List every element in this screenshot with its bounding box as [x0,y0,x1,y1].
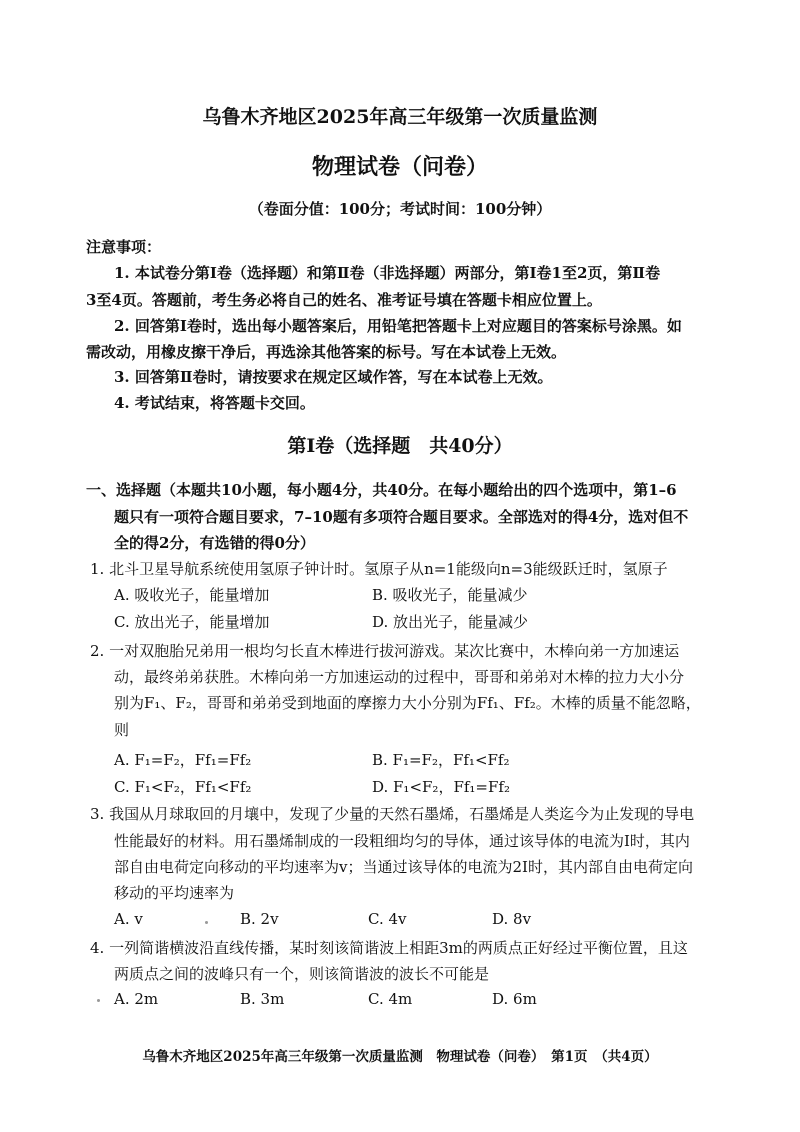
q4-option-c: C. 4m [368,990,413,1008]
notice-item-4: 4. 考试结束，将答题卡交回。 [114,394,315,412]
paper-subtitle: （卷面分值：100分；考试时间：100分钟） [248,200,552,218]
q2-line-4: 则 [114,721,130,739]
q2-option-a: A. F₁=F₂，Ff₁=Ff₂ [114,751,252,769]
notice-item-2-line-2: 需改动，用橡皮擦干净后，再选涂其他答案的标号。写在本试卷上无效。 [86,343,567,361]
q3-line-1: 3. 我国从月球取回的月壤中，发现了少量的天然石墨烯，石墨烯是人类迄今为止发现的导电 [90,805,695,823]
section-intro-line-2: 题只有一项符合题目要求，7–10题有多项符合题目要求。全部选对的得4分，选对但不 [114,508,689,526]
q3-option-b: B. 2v [240,910,279,928]
page-footer: 乌鲁木齐地区2025年高三年级第一次质量监测 物理试卷（问卷） 第1页 （共4页） [142,1049,658,1065]
q3-line-4: 移动的平均速率为 [114,884,235,902]
notice-item-3: 3. 回答第Ⅱ卷时，请按要求在规定区域作答，写在本试卷上无效。 [114,368,553,386]
paper-title: 物理试卷（问卷） [311,154,488,180]
q1-option-b: B. 吸收光子，能量减少 [372,586,528,604]
section-intro-line-1: 一、选择题（本题共10小题，每小题4分，共40分。在每小题给出的四个选项中，第1–6 [86,481,677,499]
q2-line-3: 别为F₁、F₂，哥哥和弟弟受到地面的摩擦力大小分别为Ff₁、Ff₂。木棒的质量不能忽略， [114,694,701,712]
notice-item-2-line-1: 2. 回答第Ⅰ卷时，选出每小题答案后，用铅笔把答题卡上对应题目的答案标号涂黑。如 [114,317,682,335]
exam-title: 乌鲁木齐地区2025年高三年级第一次质量监测 [202,106,598,128]
notice-item-1-line-1: 1. 本试卷分第Ⅰ卷（选择题）和第Ⅱ卷（非选择题）两部分，第Ⅰ卷1至2页，第Ⅱ卷 [114,264,661,282]
q4-option-a: A. 2m [114,990,159,1008]
notice-item-1-line-2: 3至4页。答题前，考生务必将自己的姓名、准考证号填在答题卡相应位置上。 [86,291,602,309]
notice-heading: 注意事项： [86,238,162,256]
q3-line-3: 部自由电荷定向移动的平均速率为v；当通过该导体的电流为2I时，其内部自由电荷定向 [114,858,693,876]
q2-option-b: B. F₁=F₂，Ff₁<Ff₂ [372,751,510,769]
q4-option-d: D. 6m [492,990,537,1008]
scan-speck [205,921,208,924]
q3-option-d: D. 8v [492,910,532,928]
q1-stem: 1. 北斗卫星导航系统使用氢原子钟计时。氢原子从n=1能级向n=3能级跃迁时，氢原子 [90,560,668,578]
q2-line-1: 2. 一对双胞胎兄弟用一根均匀长直木棒进行拔河游戏。某次比赛中，木棒向弟一方加速运 [90,642,680,660]
q4-line-1: 4. 一列简谐横波沿直线传播，某时刻该简谐波上相距3m的两质点正好经过平衡位置，且这 [90,939,688,957]
q3-option-c: C. 4v [368,910,407,928]
q2-option-d: D. F₁<F₂，Ff₁=Ff₂ [372,778,510,796]
scan-speck [97,999,100,1002]
q2-option-c: C. F₁<F₂，Ff₁<Ff₂ [114,778,252,796]
q4-line-2: 两质点之间的波峰只有一个，则该简谐波的波长不可能是 [114,965,490,983]
q3-line-2: 性能最好的材料。用石墨烯制成的一段粗细均匀的导体，通过该导体的电流为I时，其内 [114,832,690,850]
q2-line-2: 动，最终弟弟获胜。木棒向弟一方加速运动的过程中，哥哥和弟弟对木棒的拉力大小分 [114,668,685,686]
q1-option-d: D. 放出光子，能量减少 [372,613,529,631]
section-title: 第Ⅰ卷（选择题 共40分） [287,435,513,457]
section-intro-line-3: 全的得2分，有选错的得0分） [114,534,315,552]
q3-option-a: A. v [114,910,143,928]
q1-option-a: A. 吸收光子，能量增加 [114,586,270,604]
q1-option-c: C. 放出光子，能量增加 [114,613,270,631]
q4-option-b: B. 3m [240,990,285,1008]
